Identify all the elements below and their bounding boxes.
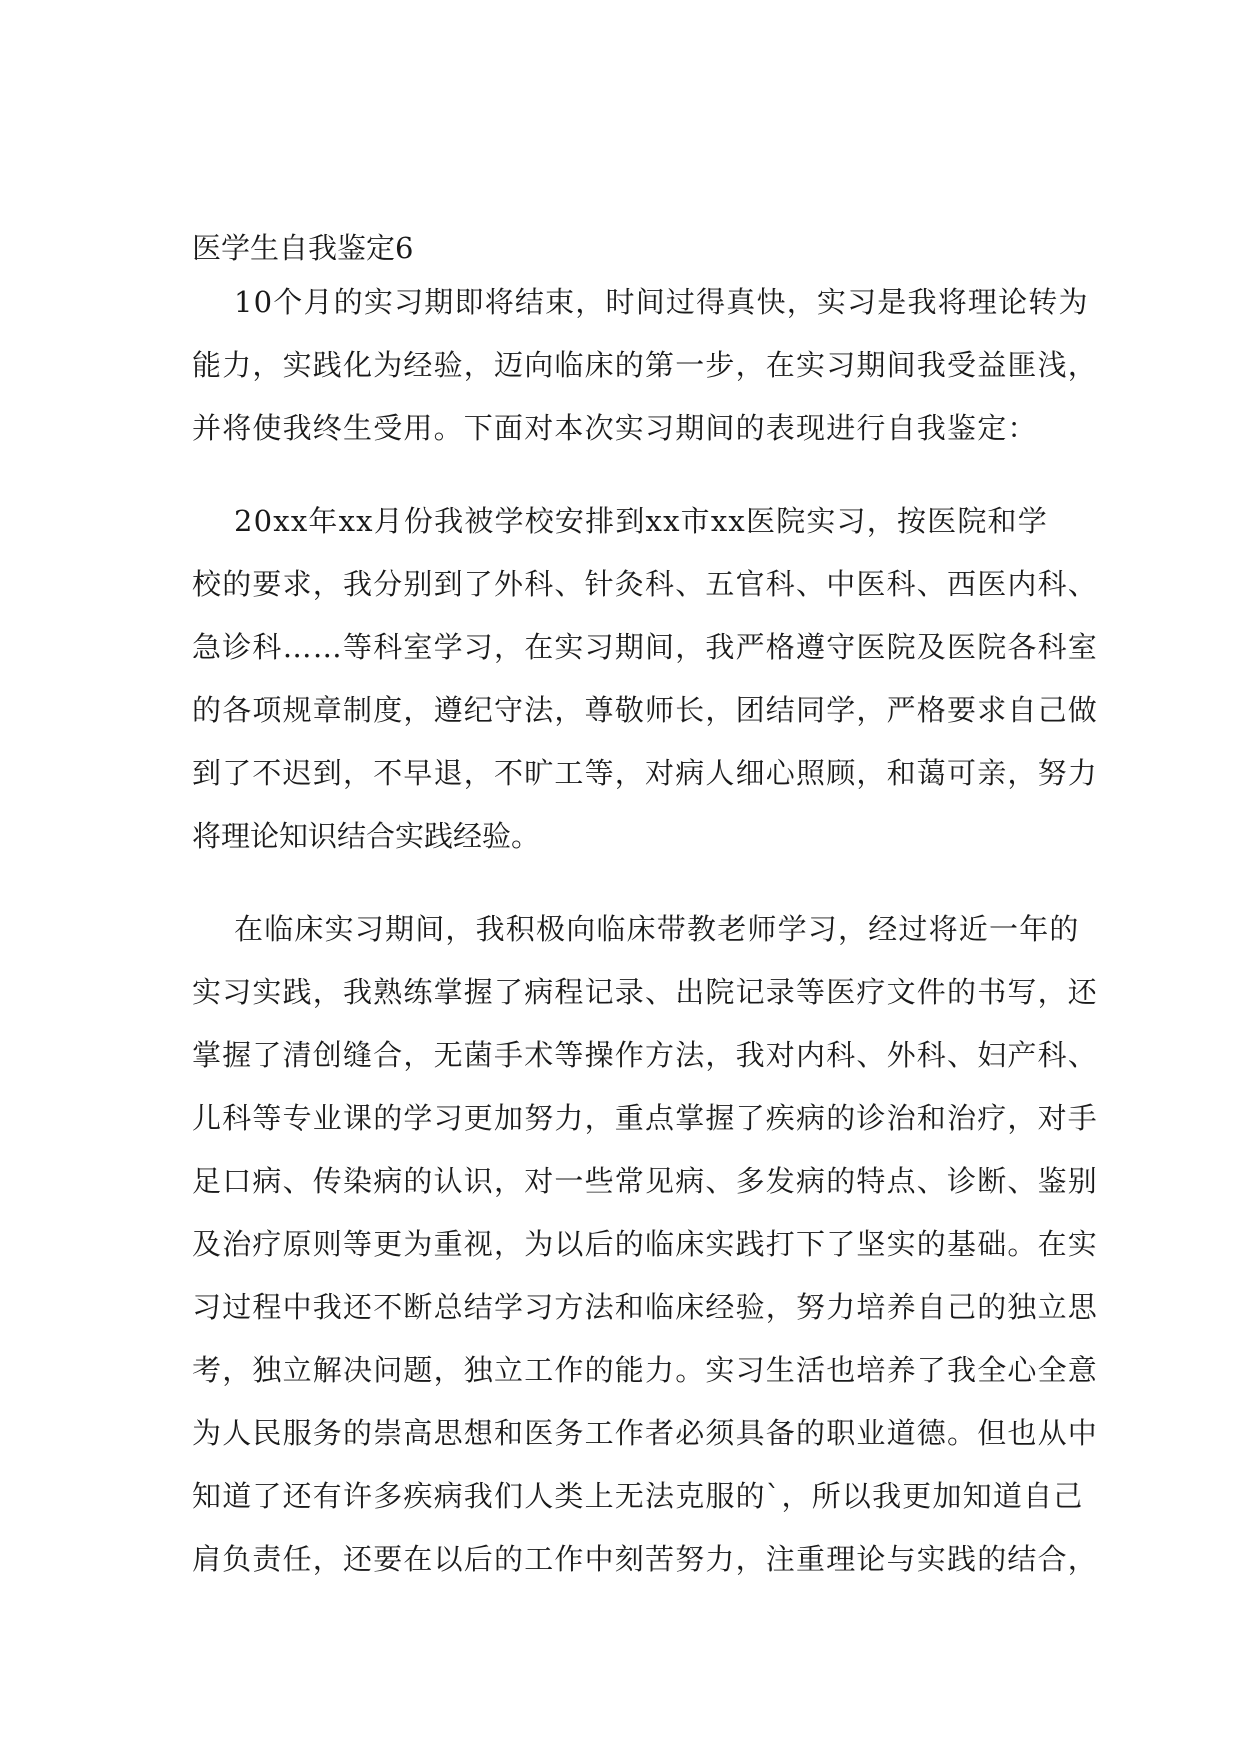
paragraph-line: 考，独立解决问题，独立工作的能力。实习生活也培养了我全心全意 — [192, 1353, 1099, 1387]
paragraph-line: 足口病、传染病的认识，对一些常见病、多发病的特点、诊断、鉴别 — [192, 1164, 1099, 1198]
paragraph-line: 20xx年xx月份我被学校安排到xx市xx医院实习，按医院和学 — [234, 504, 1048, 538]
paragraph-line: 到了不迟到，不早退，不旷工等，对病人细心照顾，和蔼可亲，努力 — [192, 756, 1099, 790]
paragraph-line: 掌握了清创缝合，无菌手术等操作方法，我对内科、外科、妇产科、 — [192, 1038, 1099, 1072]
paragraph-line: 及治疗原则等更为重视，为以后的临床实践打下了坚实的基础。在实 — [192, 1227, 1099, 1261]
paragraph-line: 的各项规章制度，遵纪守法，尊敬师长，团结同学，严格要求自己做 — [192, 693, 1099, 727]
paragraph-1 — [192, 271, 1098, 460]
paragraph-line: 并将使我终生受用。下面对本次实习期间的表现进行自我鉴定： — [192, 411, 1038, 445]
paragraph-line: 肩负责任，还要在以后的工作中刻苦努力，注重理论与实践的结合， — [192, 1542, 1099, 1576]
paragraph-line: 在临床实习期间，我积极向临床带教老师学习，经过将近一年的 — [234, 912, 1080, 946]
paragraph-line: 将理论知识结合实践经验。 — [192, 819, 541, 853]
paragraph-line: 10个月的实习期即将结束，时间过得真快，实习是我将理论转为 — [234, 285, 1089, 319]
document-title: 医学生自我鉴定6 — [192, 231, 414, 265]
paragraph-2 — [192, 490, 1098, 868]
paragraph-line: 儿科等专业课的学习更加努力，重点掌握了疾病的诊治和治疗，对手 — [192, 1101, 1099, 1135]
paragraph-line: 实习实践，我熟练掌握了病程记录、出院记录等医疗文件的书写，还 — [192, 975, 1099, 1009]
paragraph-line: 急诊科……等科室学习，在实习期间，我严格遵守医院及医院各科室 — [192, 630, 1099, 664]
paragraph-line: 校的要求，我分别到了外科、针灸科、五官科、中医科、西医内科、 — [192, 567, 1099, 601]
paragraph-line: 知道了还有许多疾病我们人类上无法克服的`，所以我更加知道自己 — [192, 1479, 1084, 1513]
paragraph-line: 能力，实践化为经验，迈向临床的第一步，在实习期间我受益匪浅， — [192, 348, 1099, 382]
paragraph-line: 为人民服务的崇高思想和医务工作者必须具备的职业道德。但也从中 — [192, 1416, 1099, 1450]
paragraph-3 — [192, 898, 1098, 1591]
paragraph-line: 习过程中我还不断总结学习方法和临床经验，努力培养自己的独立思 — [192, 1290, 1099, 1324]
